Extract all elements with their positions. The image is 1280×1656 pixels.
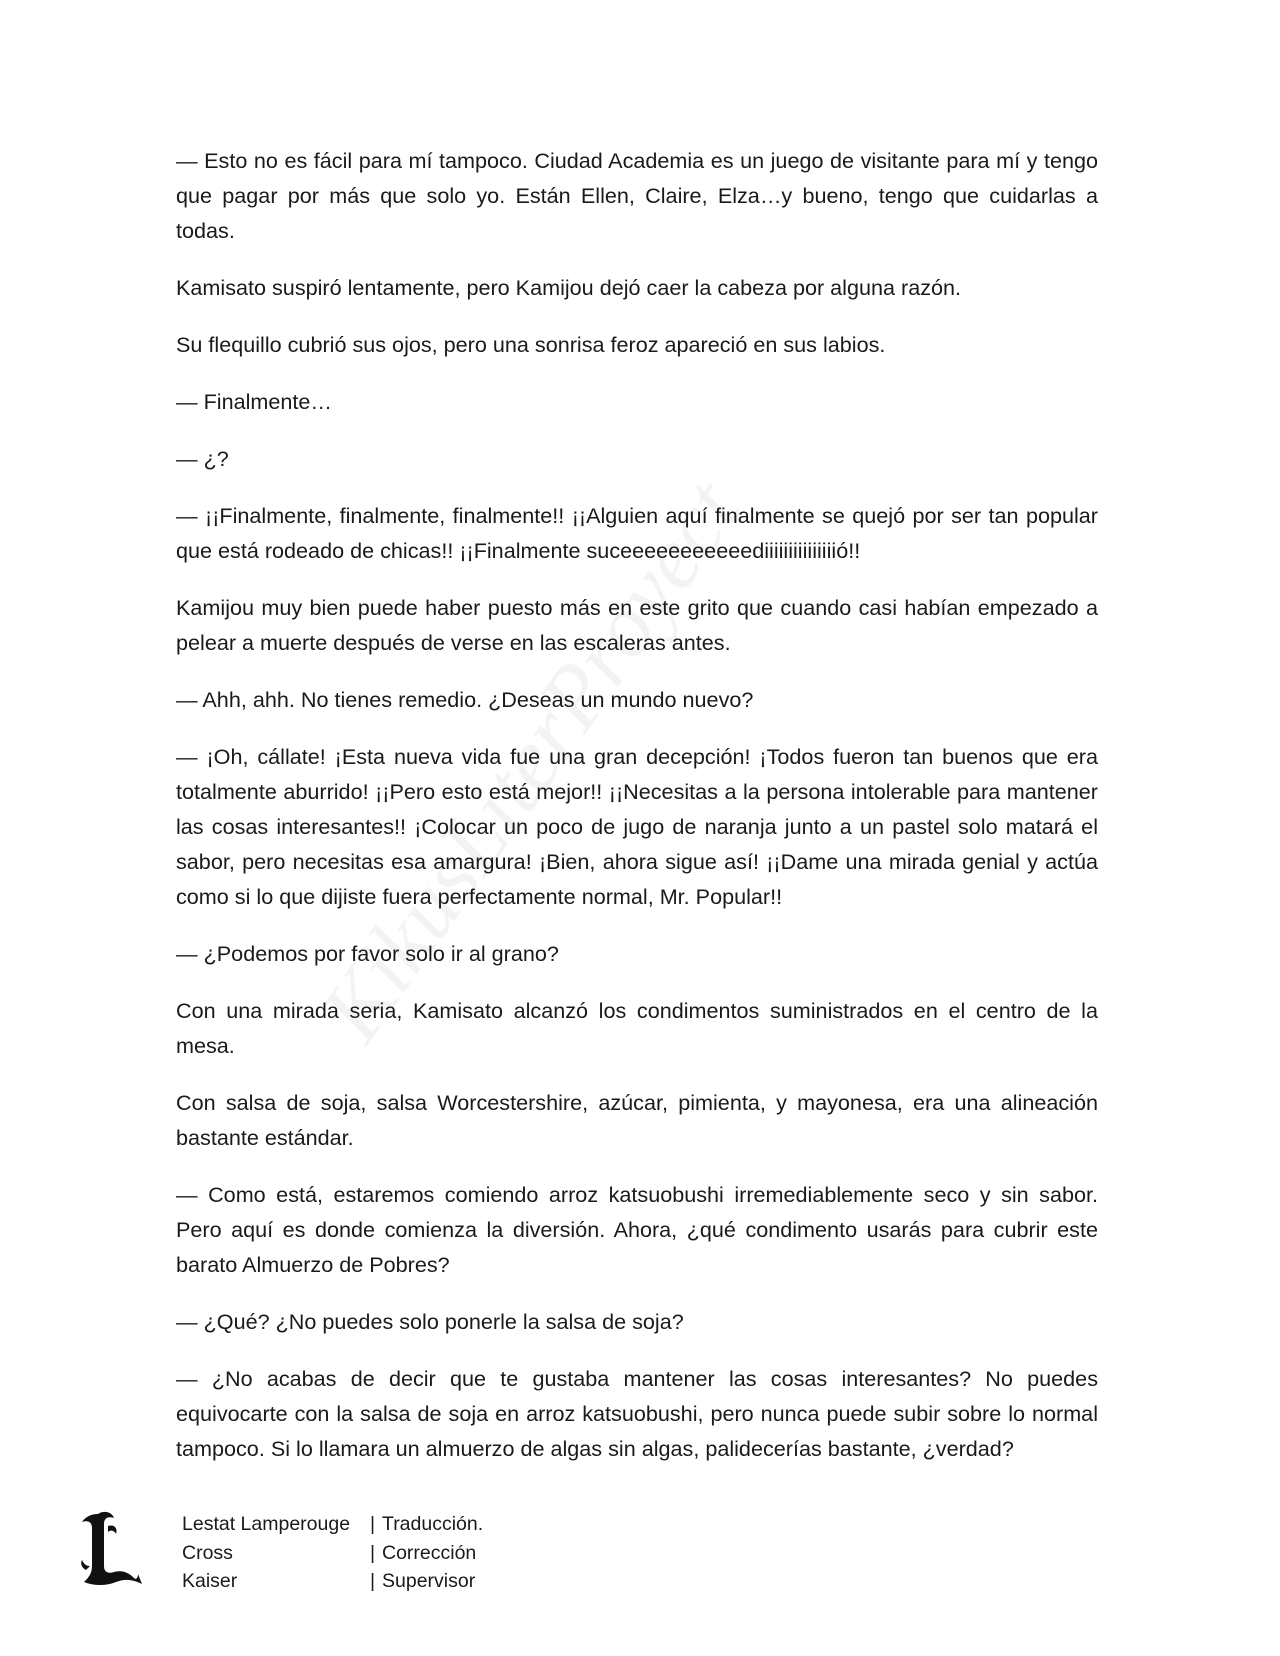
credit-separator: | [370,1570,376,1592]
credit-separator: | [370,1513,376,1535]
paragraph: — Esto no es fácil para mí tampoco. Ciudad Academia es un juego de visitante para mí y tengo que pagar por más que solo yo. Están Ellen, Claire, Elza…y bueno, tengo que cuidarlas a todas. [176,148,1098,243]
credit-name: Lestat Lamperouge [182,1513,351,1535]
paragraph: Su flequillo cubrió sus ojos, pero una sonrisa feroz apareció en sus labios. [176,332,886,357]
paragraph: Kamijou muy bien puede haber puesto más en este grito que cuando casi habían empezado a pelear a muerte después de verse en las escaleras antes. [176,595,1098,655]
paragraph: Con salsa de soja, salsa Worcestershire, azúcar, pimienta, y mayonesa, era una alineación bastante estándar. [176,1090,1098,1150]
credit-separator: | [370,1541,376,1564]
paragraph: — ¿No acabas de decir que te gustaba mantener las cosas interesantes? No puedes equivocarte con la salsa de soja en arroz katsuobushi, pero nunca puede subir sobre lo normal tampoco. Si lo llamara un almuerzo de algas sin algas, palidecerías bastante, ¿verdad? [176,1366,1098,1461]
paragraph: Kamisato suspiró lentamente, pero Kamijou dejó caer la cabeza por alguna razón. [176,275,962,300]
gothic-l-logo-icon [78,1508,142,1588]
credit-role: Supervisor [382,1570,476,1592]
credit-name: Cross [182,1541,233,1564]
credits [182,1510,483,1596]
credit-name: Kaiser [182,1570,238,1592]
credit-role: Traducción. [382,1513,484,1535]
credit-row [182,1510,483,1539]
paragraph: — Como está, estaremos comiendo arroz katsuobushi irremediablemente seco y sin sabor. Pero aquí es donde comienza la diversión. Ahora, ¿qué condimento usarás para cubrir este barato Almuerzo de Pobres? [176,1182,1098,1277]
page-body [176,143,1098,1466]
paragraph: — Finalmente… [176,389,333,414]
credit-row [182,1539,483,1568]
paragraph: — Ahh, ahh. No tienes remedio. ¿Deseas un mundo nuevo? [176,687,754,712]
credit-row [182,1567,483,1596]
credit-role: Corrección [382,1541,477,1564]
paragraph: — ¡Oh, cállate! ¡Esta nueva vida fue una gran decepción! ¡Todos fueron tan buenos que era totalmente aburrido! ¡¡Pero esto está mejor!! ¡¡Necesitas a la persona intolerable para mantener las cosas interesantes!! ¡Colocar un poco de jugo de naranja junto a un pastel solo matará el sabor, pero necesitas esa amargura! ¡Bien, ahora sigue así! ¡¡Dame una mirada genial y actúa como si lo que dijiste fuera perfectamente normal, Mr. Popular!! [176,744,1098,909]
paragraph: Con una mirada seria, Kamisato alcanzó los condimentos suministrados en el centro de la mesa. [176,998,1098,1058]
paragraph: — ¿Podemos por favor solo ir al grano? [176,941,559,966]
paragraph: — ¿Qué? ¿No puedes solo ponerle la salsa de soja? [176,1309,684,1334]
paragraph: — ¡¡Finalmente, finalmente, finalmente!! ¡¡Alguien aquí finalmente se quejó por ser tan popular que está rodeado de chicas!! ¡¡Finalmente suceeeeeeeeeeediiiiiiiiiiiiiiió!! [176,503,1098,563]
paragraph: — ¿? [176,446,229,471]
